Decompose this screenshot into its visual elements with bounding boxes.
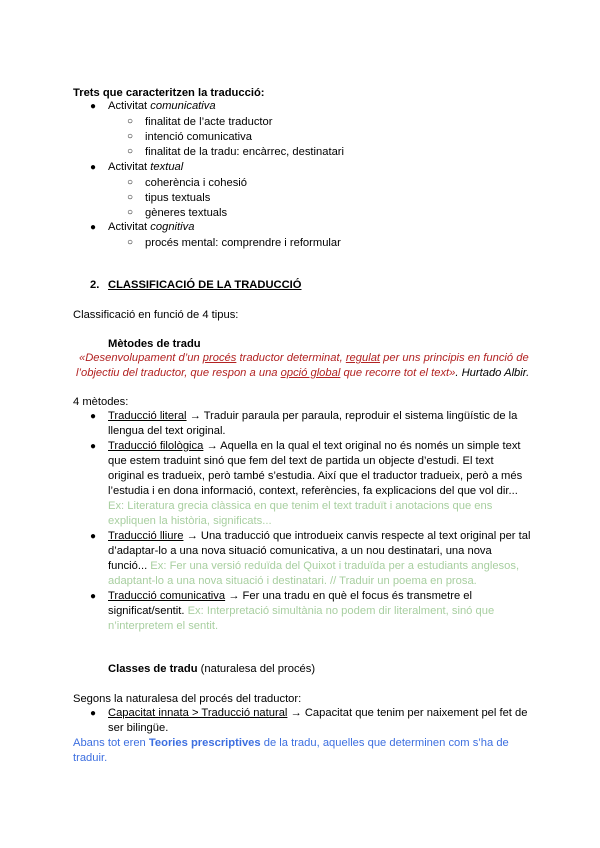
trets-item: finalitat de la tradu: encàrrec, destinatari [145, 146, 344, 158]
trets-heading: Trets que caracteritzen la traducció: [73, 87, 265, 99]
metode-line: d’adaptar-lo a una nova situació comunicativa, a un nou destinatari, una nova [108, 545, 492, 557]
bullet-icon: ● [90, 531, 97, 542]
metodes-quote-line-2: l’objectiu del traductor, que respon a una opció global que recorre tot el text». Hurtado Albir. [76, 367, 530, 379]
bullet-icon: ● [90, 162, 97, 173]
bullet-icon: ● [90, 411, 97, 422]
example-line: adaptant-lo a una nova situació i destinatari. // Traduir un poema en prosa. [108, 575, 477, 587]
classes-note-line-2: traduir. [73, 752, 108, 764]
bullet-icon: ● [90, 441, 97, 452]
metode-line-with-example: significat/sentit. Ex: Interpretació simultània no podem dir literalment, sinó que [108, 605, 495, 617]
trets-item: gèneres textuals [145, 207, 228, 219]
metode-comunicativa: Traducció comunicativa → Fer una tradu en què el focus és transmetre el [108, 590, 472, 602]
example-line: expliquen la història, significats... [108, 515, 272, 527]
bullet-icon: ● [90, 591, 97, 602]
trets-item: coherència i cohesió [145, 177, 247, 189]
metodes-heading: Mètodes de tradu [108, 338, 201, 350]
trets-item: tipus textuals [145, 192, 211, 204]
bullet-icon: ● [90, 222, 97, 233]
circle-bullet-icon: ○ [127, 207, 134, 218]
classes-note: Abans tot eren Teories prescriptives de la tradu, aquelles que determinen com s’ha de [73, 737, 509, 749]
trets-item: finalitat de l’acte traductor [145, 116, 273, 128]
bullet-icon: ● [90, 101, 97, 112]
example-line: n’interpretem el sentit. [108, 620, 219, 632]
metodes-quote-line-1: «Desenvolupament d’un procés traductor determinat, regulat per uns principis en funció de [79, 352, 529, 364]
trets-group-2: Activitat textual [108, 161, 184, 173]
circle-bullet-icon: ○ [127, 116, 134, 127]
section-number: 2. [90, 279, 100, 291]
circle-bullet-icon: ○ [127, 192, 134, 203]
trets-item: intenció comunicativa [145, 131, 252, 143]
classes-intro: Segons la naturalesa del procés del traductor: [73, 693, 302, 705]
classes-item: Capacitat innata > Traducció natural → Capacitat que tenim per naixement pel fet de [108, 707, 528, 719]
metodes-count: 4 mètodes: [73, 396, 129, 408]
circle-bullet-icon: ○ [127, 237, 134, 248]
trets-group-3: Activitat cognitiva [108, 221, 195, 233]
circle-bullet-icon: ○ [127, 146, 134, 157]
classes-heading: Classes de tradu (naturalesa del procés) [108, 663, 316, 675]
metode-line: que estem traduint sinó que fem del text de partida un objecte d’estudi. El text [108, 455, 494, 467]
metode-filologica: Traducció filològica → Aquella en la qual el text original no és només un simple text [108, 440, 521, 452]
trets-item: procés mental: comprendre i reformular [145, 237, 341, 249]
section-intro: Classificació en funció de 4 tipus: [73, 309, 239, 321]
metode-line: llengua del text original. [108, 425, 226, 437]
metode-line: original es tradueix, però també s’estudia. Així que el traductor tradueix, però a més [108, 470, 523, 482]
example-line: Ex: Literatura grecia clàssica en que tenim el text traduït i anotacions que ens [108, 500, 493, 512]
circle-bullet-icon: ○ [127, 177, 134, 188]
metode-line: l’estudia i en dona informació, context, referències, fa explicacions del que vol dir... [108, 485, 518, 497]
classes-item-line: ser bilingüe. [108, 722, 169, 734]
metode-literal: Traducció literal → Traduir paraula per paraula, reproduir el sistema lingüístic de la [108, 410, 518, 422]
metode-lliure: Traducció lliure → Una traducció que introdueix canvis respecte al text original per tal [108, 530, 531, 542]
metode-line-with-example: funció... Ex: Fer una versió reduïda del Quixot i traduïda per a estudiants anglesos, [108, 560, 520, 572]
circle-bullet-icon: ○ [127, 131, 134, 142]
bullet-icon: ● [90, 708, 97, 719]
trets-group-1: Activitat comunicativa [108, 100, 216, 112]
section-title: CLASSIFICACIÓ DE LA TRADUCCIÓ [108, 279, 302, 291]
